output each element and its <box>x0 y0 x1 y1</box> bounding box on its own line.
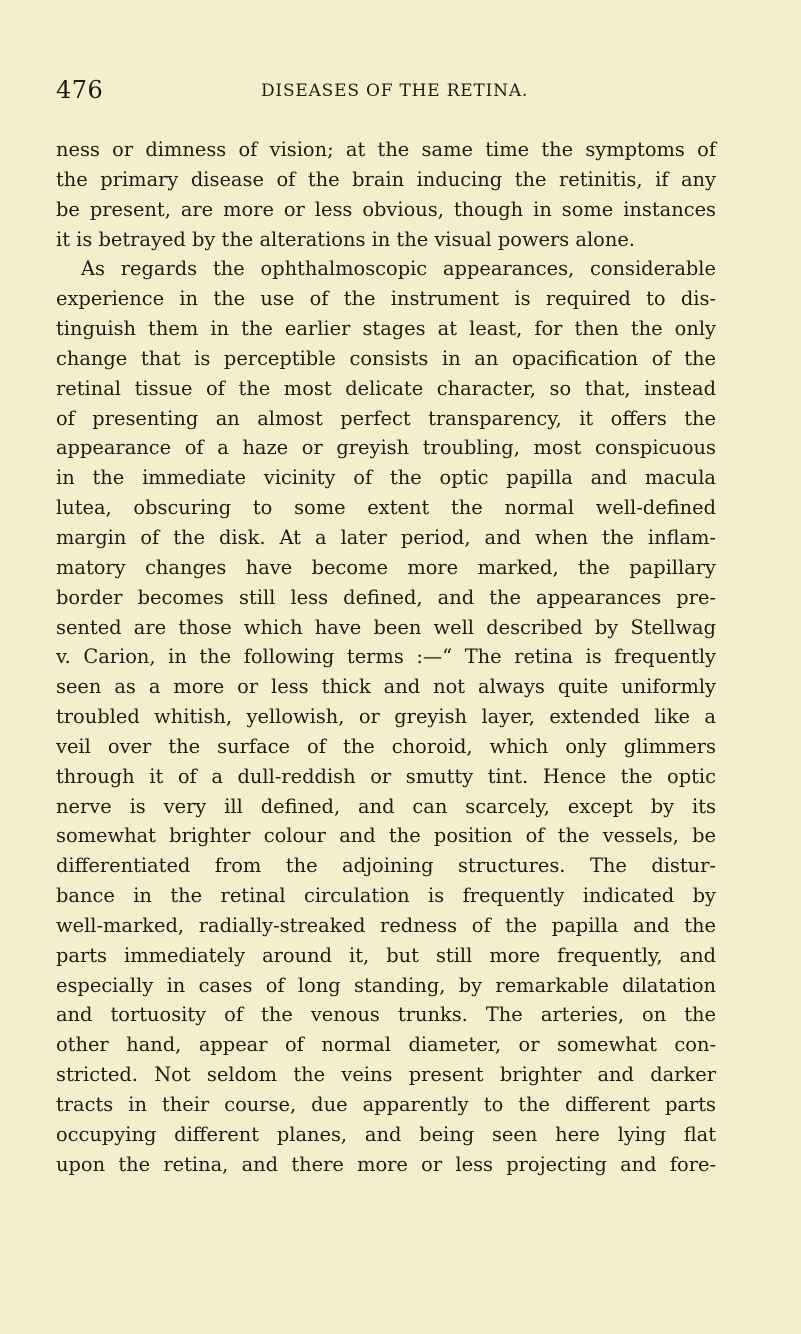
text-line: especially in cases of long standing, by remarkable dilatation <box>56 973 716 997</box>
text-line: border becomes still less defined, and the appearances pre- <box>56 585 716 609</box>
text-line: ness or dimness of vision; at the same time the symptoms of <box>56 138 716 161</box>
text-line: retinal tissue of the most delicate character, so that, instead <box>56 376 716 400</box>
text-line: appearance of a haze or greyish troubling, most conspicuous <box>56 436 716 460</box>
text-line: tinguish them in the earlier stages at least, for then the only <box>56 317 716 341</box>
text-line: parts immediately around it, but still more frequently, and <box>56 943 716 967</box>
text-line: As regards the ophthalmoscopic appearances, considerable <box>81 257 716 281</box>
text-line: be present, are more or less obvious, though in some instances <box>56 197 716 221</box>
text-line: in the immediate vicinity of the optic papilla and macula <box>56 466 716 490</box>
text-line: stricted. Not seldom the veins present brighter and darker <box>56 1063 716 1087</box>
body-text <box>56 135 716 1180</box>
text-line: sented are those which have been well described by Stellwag <box>56 615 716 639</box>
text-line: well-marked, radially-streaked redness of the papilla and the <box>56 913 716 937</box>
text-line: margin of the disk. At a later period, and when the inflam- <box>56 525 716 549</box>
text-line: somewhat brighter colour and the position of the vessels, be <box>56 824 716 848</box>
text-line: of presenting an almost perfect transparency, it offers the <box>56 406 716 430</box>
text-line: the primary disease of the brain inducing the retinitis, if any <box>56 167 716 191</box>
text-line: and tortuosity of the venous trunks. The arteries, on the <box>56 1003 716 1027</box>
page-header <box>56 76 716 110</box>
text-line: matory changes have become more marked, the papillary <box>56 555 716 579</box>
running-title: DISEASES OF THE RETINA. <box>261 81 529 101</box>
text-line: troubled whitish, yellowish, or greyish layer, extended like a <box>56 705 716 729</box>
text-line: occupying different planes, and being seen here lying flat <box>56 1122 716 1146</box>
text-line: tracts in their course, due apparently to the different parts <box>56 1093 716 1116</box>
text-line: experience in the use of the instrument is required to dis- <box>56 287 716 311</box>
text-line: change that is perceptible consists in an opacification of the <box>56 346 716 370</box>
text-line: lutea, obscuring to some extent the normal well-defined <box>56 496 716 520</box>
text-line: bance in the retinal circulation is frequently indicated by <box>56 884 716 908</box>
text-line: other hand, appear of normal diameter, or somewhat con- <box>56 1033 716 1057</box>
text-line: upon the retina, and there more or less projecting and fore- <box>56 1152 716 1176</box>
text-line: nerve is very ill defined, and can scarcely, except by its <box>56 794 716 818</box>
text-line: it is betrayed by the alterations in the visual powers alone. <box>56 227 635 251</box>
page-number: 476 <box>56 76 104 104</box>
text-line: seen as a more or less thick and not always quite uniformly <box>56 675 716 699</box>
text-line: v. Carion, in the following terms :—“ The retina is frequently <box>56 645 716 669</box>
text-line: veil over the surface of the choroid, which only glimmers <box>56 734 716 758</box>
text-line: through it of a dull-reddish or smutty tint. Hence the optic <box>56 764 716 788</box>
text-line: differentiated from the adjoining structures. The distur- <box>56 854 716 878</box>
